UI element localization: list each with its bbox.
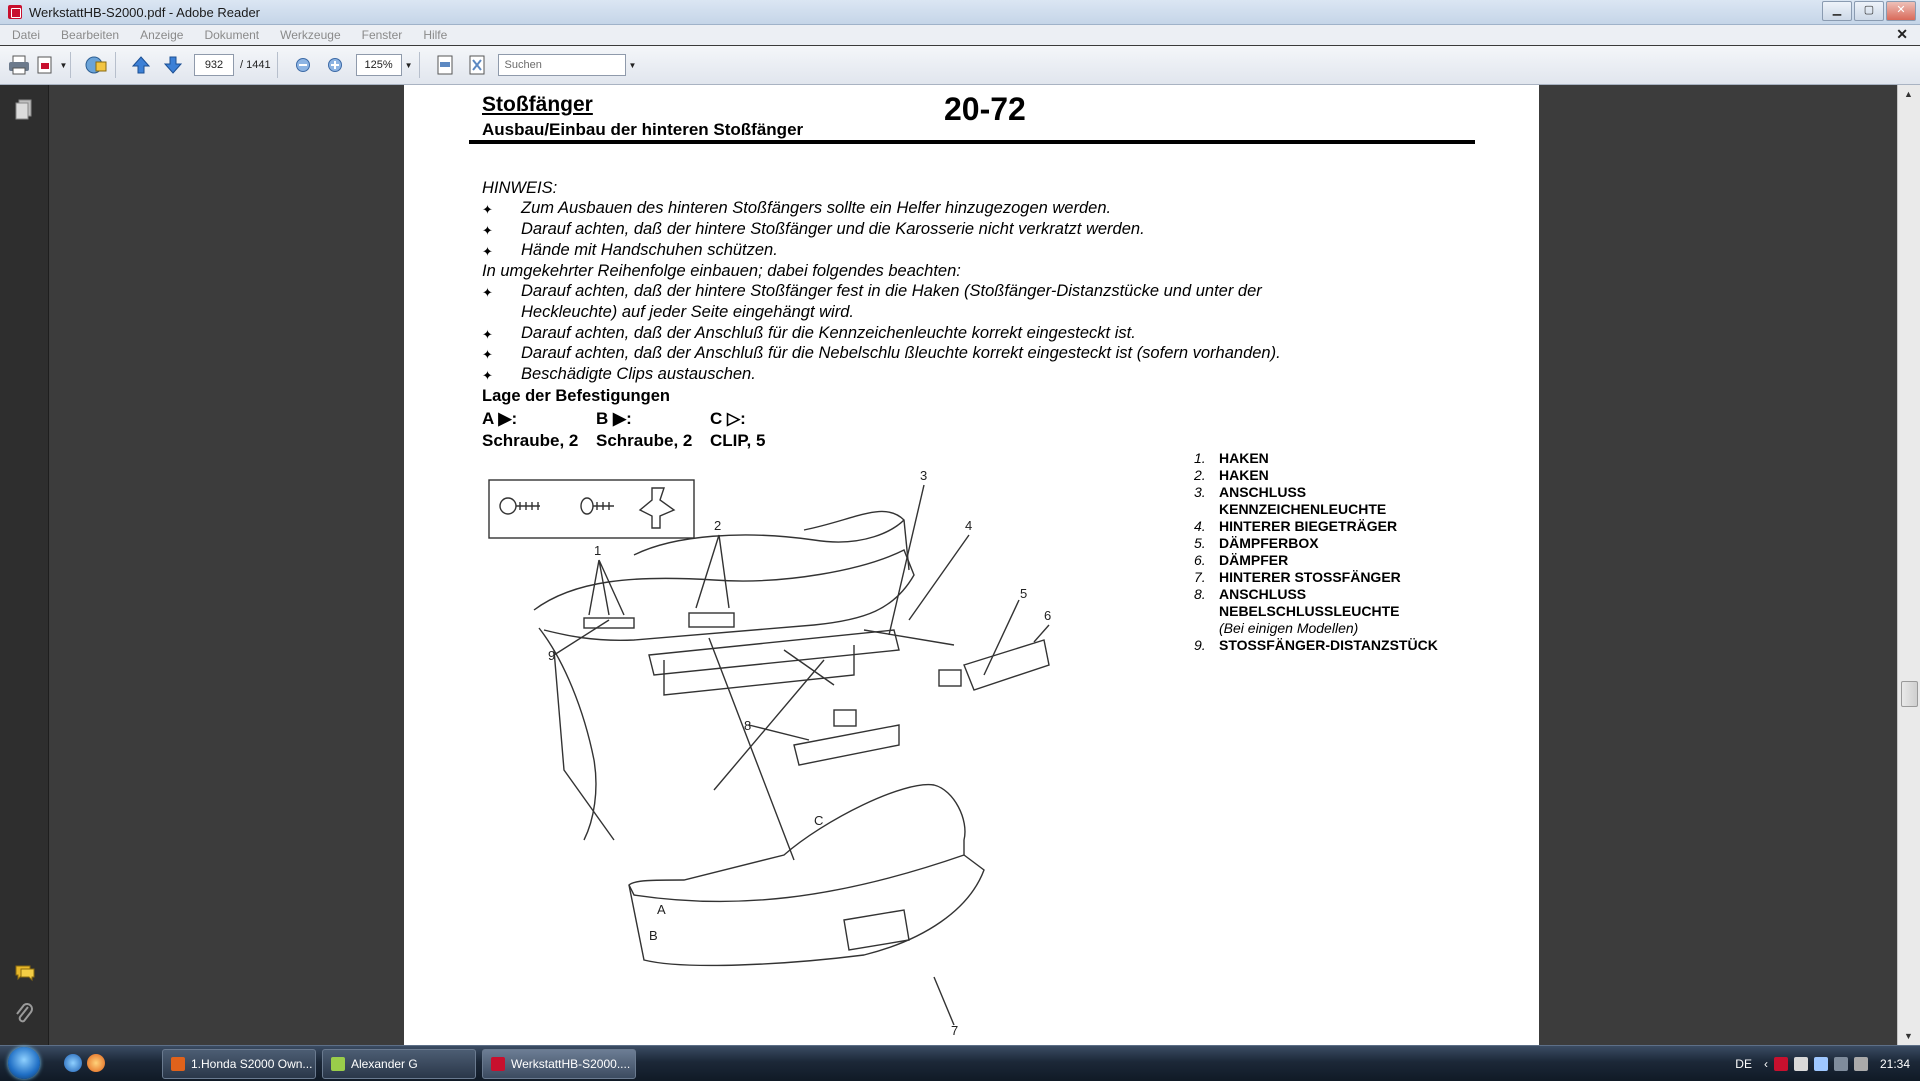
network-icon[interactable] xyxy=(1794,1057,1808,1071)
pdf-page xyxy=(404,85,1539,1045)
taskbar-item-adobe-reader[interactable]: WerkstattHB-S2000.... xyxy=(482,1049,636,1079)
menu-datei[interactable]: Datei xyxy=(12,28,41,42)
menu-werkzeuge[interactable]: Werkzeuge xyxy=(280,28,341,42)
scroll-down-icon[interactable]: ▼ xyxy=(1904,1031,1913,1041)
fastener-b-label xyxy=(596,409,632,429)
damper xyxy=(964,640,1049,690)
antivirus-icon[interactable] xyxy=(1774,1057,1788,1071)
callout-6: 6 xyxy=(1044,608,1052,623)
fastener-a-desc: Schraube, 2 xyxy=(482,431,579,450)
fit-width-icon xyxy=(436,55,454,75)
bullet-icon: ✦ xyxy=(482,368,493,383)
header-rule xyxy=(469,140,1475,144)
reverse-item: Darauf achten, daß der Anschluß für die Kennzeichenleuchte korrekt eingesteckt ist. xyxy=(521,324,1136,342)
close-button[interactable]: ✕ xyxy=(1886,1,1916,21)
vertical-scrollbar[interactable] xyxy=(1897,85,1920,1045)
legend-row: NEBELSCHLUSSLEUCHTE xyxy=(1219,603,1400,619)
print-button[interactable] xyxy=(6,52,32,78)
legend-row: 2. HAKEN xyxy=(1194,467,1269,483)
legend-row: KENNZEICHENLEUCHTE xyxy=(1219,501,1387,517)
menu-anzeige[interactable]: Anzeige xyxy=(140,28,184,42)
callout-c: C xyxy=(814,813,824,828)
attachments-icon[interactable] xyxy=(14,1003,34,1023)
next-page-button[interactable] xyxy=(160,52,186,78)
fit-page-icon xyxy=(468,55,486,75)
fit-width-button[interactable] xyxy=(432,52,458,78)
screw-b-icon xyxy=(581,498,593,514)
rear-beam xyxy=(649,630,899,675)
rear-bumper xyxy=(629,785,965,902)
arrow-up-icon xyxy=(131,55,151,75)
toolbar-separator xyxy=(277,52,278,78)
scroll-thumb[interactable] xyxy=(1901,681,1918,707)
fog-light xyxy=(794,725,899,765)
device-icon[interactable] xyxy=(1834,1057,1848,1071)
page-total: / 1441 xyxy=(240,59,271,71)
fastener-colon: : xyxy=(511,409,518,428)
legend-row: 7. HINTERER STOSSFÄNGER xyxy=(1194,569,1401,585)
bullet-icon: ✦ xyxy=(482,285,493,300)
menu-dokument[interactable]: Dokument xyxy=(204,28,260,42)
callout-8: 8 xyxy=(744,718,752,733)
page-subtitle: Ausbau/Einbau der hinteren Stoßfänger xyxy=(482,120,804,139)
bumper-exploded-diagram xyxy=(484,460,1052,1038)
bullet-icon: ✦ xyxy=(482,244,493,259)
reverse-label: In umgekehrter Reihenfolge einbauen; dabei folgendes beachten: xyxy=(482,262,961,280)
window-titlebar xyxy=(0,0,1920,25)
menu-hilfe[interactable]: Hilfe xyxy=(423,28,448,42)
zoom-out-icon xyxy=(295,57,311,73)
legend-row: 6. DÄMPFER xyxy=(1194,552,1289,568)
legend-row: 8. ANSCHLUSS xyxy=(1194,586,1307,602)
fastener-letter: C xyxy=(710,409,723,428)
legend-row: 3. ANSCHLUSS xyxy=(1194,484,1307,500)
reverse-item-continued: Heckleuchte) auf jeder Seite eingehängt wird. xyxy=(521,303,854,321)
callout-2: 2 xyxy=(714,518,722,533)
bullet-icon: ✦ xyxy=(482,202,493,217)
fit-page-button[interactable] xyxy=(464,52,490,78)
search-input[interactable]: Suchen xyxy=(498,54,626,76)
section-title: Stoßfänger xyxy=(482,93,593,116)
legend-row: 5. DÄMPFERBOX xyxy=(1194,535,1319,551)
legend-row: 1. HAKEN xyxy=(1194,450,1269,466)
arrow-down-icon xyxy=(163,55,183,75)
zoom-level-input[interactable]: 125% xyxy=(356,54,402,76)
adobe-reader-icon xyxy=(491,1057,505,1071)
bullet-icon: ✦ xyxy=(482,347,493,362)
callout-4: 4 xyxy=(965,518,973,533)
menu-bearbeiten[interactable]: Bearbeiten xyxy=(61,28,120,42)
menu-bar xyxy=(0,25,1920,45)
fastener-a-label xyxy=(482,409,517,429)
reverse-item: Darauf achten, daß der Anschluß für die Nebelschlu ßleuchte korrekt eingesteckt ist (sofern vorhanden). xyxy=(521,344,1281,362)
screw-a-icon xyxy=(500,498,516,514)
bullet-icon: ✦ xyxy=(482,223,493,238)
zoom-dropdown-icon[interactable]: ▼ xyxy=(404,60,413,70)
legend-row: (Bei einigen Modellen) xyxy=(1219,620,1359,636)
adobe-reader-icon xyxy=(8,5,22,19)
clip-c-icon xyxy=(640,488,674,528)
language-indicator[interactable]: DE xyxy=(1735,1056,1752,1071)
volume-icon[interactable] xyxy=(1854,1057,1868,1071)
hinweis-item: Hände mit Handschuhen schützen. xyxy=(521,241,778,259)
hinweis-label: HINWEIS: xyxy=(482,179,558,197)
taskbar-item-firefox[interactable]: 1.Honda S2000 Own... xyxy=(162,1049,316,1079)
callout-b: B xyxy=(649,928,658,943)
callout-7: 7 xyxy=(951,1023,959,1038)
minimize-button[interactable]: ▁ xyxy=(1822,1,1852,21)
comments-icon[interactable] xyxy=(14,963,34,983)
export-button[interactable]: ▼ xyxy=(38,52,64,78)
page-number-heading: 20-72 xyxy=(944,91,1026,127)
fastener-colon: : xyxy=(626,409,632,428)
export-pdf-icon xyxy=(35,55,57,75)
taskbar-item-notes[interactable]: Alexander G xyxy=(322,1049,476,1079)
reverse-item: Darauf achten, daß der hintere Stoßfänger fest in die Haken (Stoßfänger-Distanzstücke und unter der xyxy=(521,282,1262,300)
fastener-c-desc: CLIP, 5 xyxy=(710,431,766,450)
hinweis-item: Darauf achten, daß der hintere Stoßfänger und die Karosserie nicht verkratzt werden. xyxy=(521,220,1145,238)
fastener-c-label xyxy=(710,409,746,429)
fastener-letter: B xyxy=(596,409,609,428)
zoom-in-icon xyxy=(327,57,343,73)
fastener-b-desc: Schraube, 2 xyxy=(596,431,693,450)
firefox-icon[interactable] xyxy=(87,1054,105,1072)
firefox-icon xyxy=(171,1057,185,1071)
callout-9: 9 xyxy=(548,648,556,663)
tray-expand-icon[interactable]: ‹ xyxy=(1763,1056,1768,1071)
system-clock[interactable]: 21:34 xyxy=(1879,1056,1910,1071)
window-controls xyxy=(1822,1,1916,21)
reverse-item: Beschädigte Clips austauschen. xyxy=(521,365,756,383)
system-tray xyxy=(1735,1046,1920,1081)
callout-1: 1 xyxy=(594,543,602,558)
toolbar-separator xyxy=(70,52,71,78)
internet-explorer-icon[interactable] xyxy=(64,1054,82,1072)
parts-legend xyxy=(1194,450,1438,654)
scroll-up-icon[interactable]: ▲ xyxy=(1904,89,1913,99)
fastener-letter: A xyxy=(482,409,494,428)
callout-5: 5 xyxy=(1020,586,1028,601)
pages-icon[interactable] xyxy=(14,99,34,119)
document-viewport[interactable] xyxy=(49,85,1897,1045)
bullet-icon: ✦ xyxy=(482,327,493,342)
print-icon xyxy=(8,55,30,75)
window-title: WerkstattHB-S2000.pdf - Adobe Reader xyxy=(29,4,260,20)
collaborate-icon xyxy=(84,55,108,75)
start-button[interactable] xyxy=(8,1047,40,1079)
toolbar-separator xyxy=(115,52,116,78)
damper-box xyxy=(939,670,961,686)
legend-row: 4. HINTERER BIEGETRÄGER xyxy=(1194,518,1398,534)
callout-3: 3 xyxy=(920,468,928,483)
search-dropdown-icon[interactable]: ▼ xyxy=(628,60,637,70)
fasteners-title: Lage der Befestigungen xyxy=(482,387,670,405)
collaborate-button[interactable] xyxy=(83,52,109,78)
zoom-in-button[interactable] xyxy=(322,52,348,78)
menu-fenster[interactable]: Fenster xyxy=(361,28,403,42)
filled-triangle-icon: ▶ xyxy=(613,409,627,428)
notepad-icon xyxy=(331,1057,345,1071)
taskbar xyxy=(0,1045,1920,1081)
hinweis-item: Zum Ausbauen des hinteren Stoßfängers sollte ein Helfer hinzugezogen werden. xyxy=(521,199,1112,217)
fastener-colon: : xyxy=(740,409,746,428)
zoom-out-button[interactable] xyxy=(290,52,316,78)
page-number-input[interactable]: 932 xyxy=(194,54,234,76)
callout-a: A xyxy=(657,902,666,917)
toolbar-separator xyxy=(419,52,420,78)
previous-page-button[interactable] xyxy=(128,52,154,78)
filled-triangle-icon: ▶ xyxy=(498,409,512,428)
outline-triangle-icon: ▷ xyxy=(727,409,741,428)
maximize-button[interactable]: ▢ xyxy=(1854,1,1884,21)
hook-2 xyxy=(689,613,734,627)
navigation-panel xyxy=(0,85,49,1045)
document-close-icon[interactable]: ✕ xyxy=(1896,26,1908,42)
hook-1 xyxy=(584,618,634,628)
legend-row: 9. STOSSFÄNGER-DISTANZSTÜCK xyxy=(1194,637,1438,653)
toolbar xyxy=(0,46,1920,85)
power-icon[interactable] xyxy=(1814,1057,1828,1071)
